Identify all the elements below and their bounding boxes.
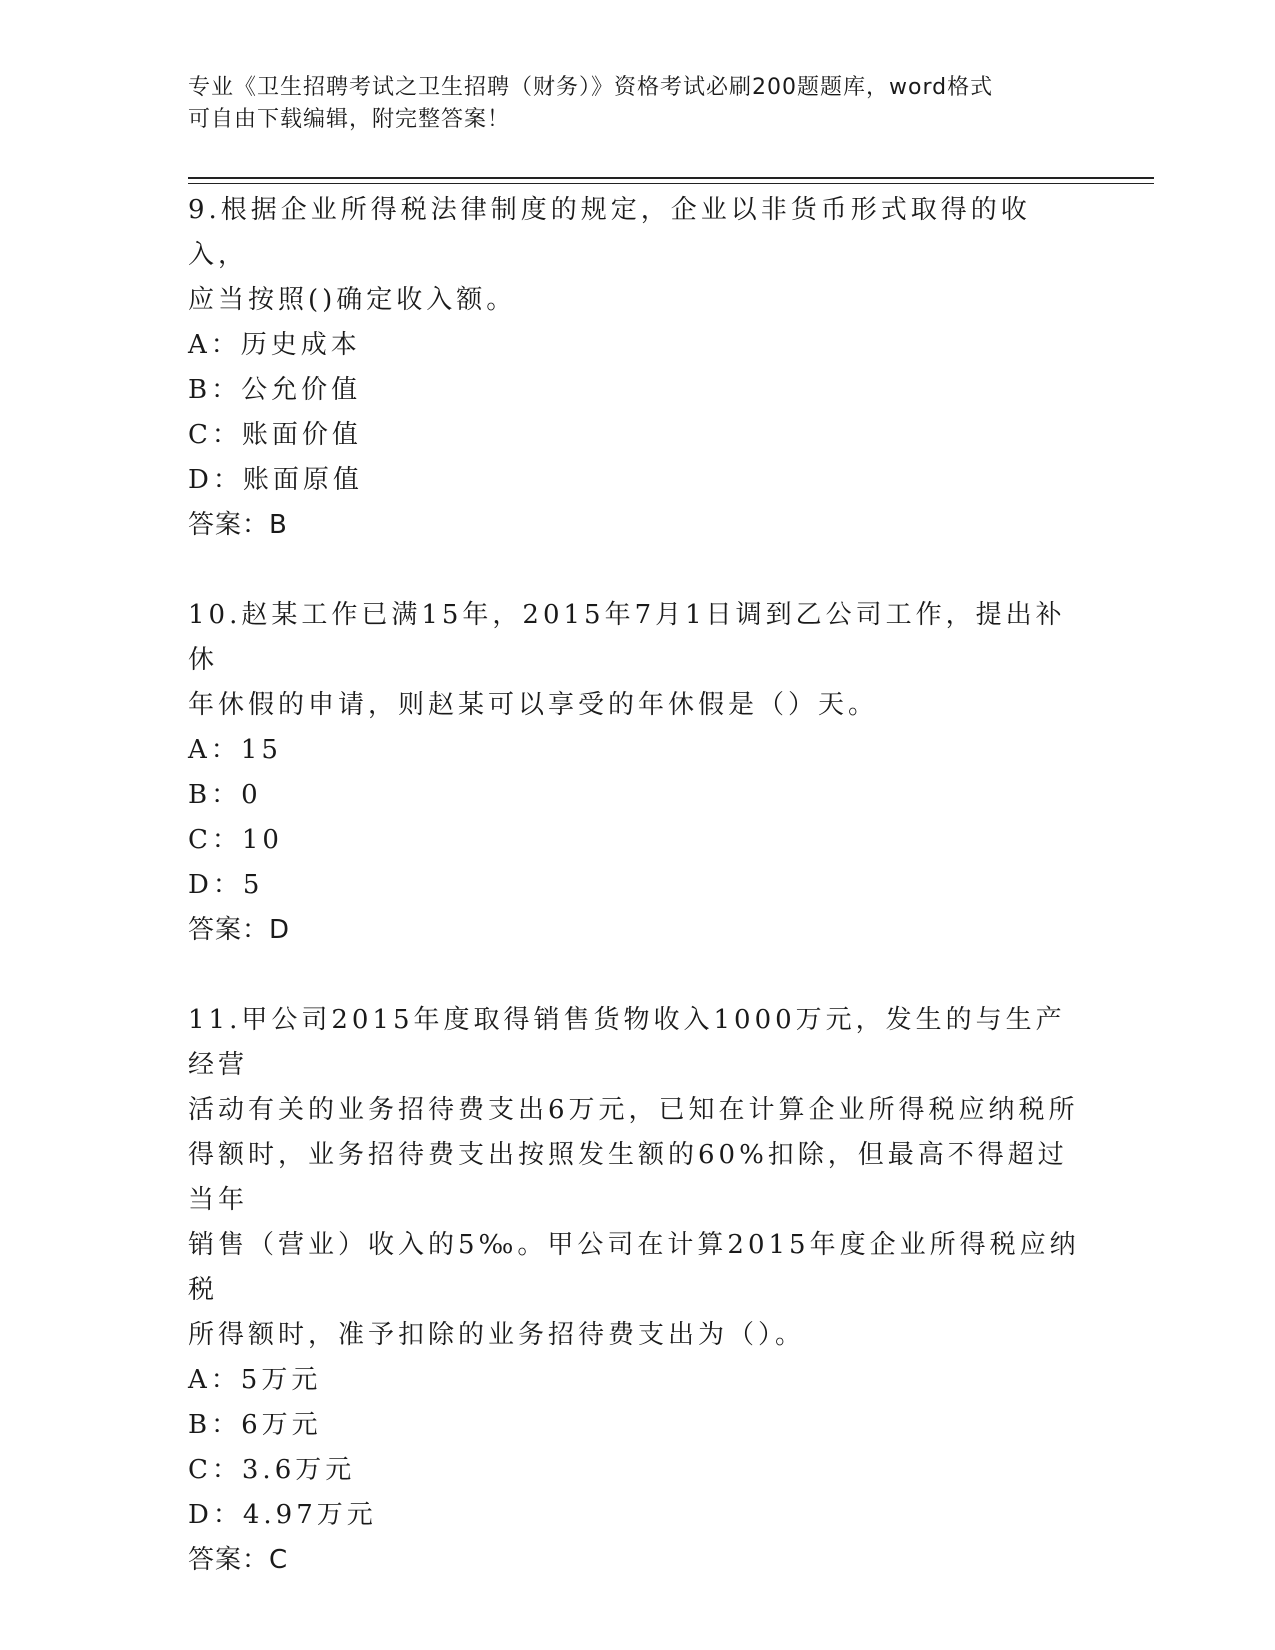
question-text-line: 应当按照()确定收入额。 <box>188 285 517 315</box>
question-spacer <box>188 953 1088 998</box>
question-text-line: 活动有关的业务招待费支出6万元，已知在计算企业所得税应纳税所 <box>188 1095 1079 1125</box>
question-item <box>188 188 1088 548</box>
option-d: D：5 <box>188 870 264 900</box>
answer-line: 答案：B <box>188 510 288 540</box>
answer-line: 答案：C <box>188 1545 289 1575</box>
document-header <box>188 72 1068 136</box>
question-text-line: 年休假的申请，则赵某可以享受的年休假是（）天。 <box>188 690 879 720</box>
question-list <box>188 188 1088 1583</box>
option-c: C：10 <box>188 825 283 855</box>
question-text-line: 销售（营业）收入的5‰。甲公司在计算2015年度企业所得税应纳税 <box>188 1230 1080 1305</box>
question-text-line: 11.甲公司2015年度取得销售货物收入1000万元，发生的与生产经营 <box>188 1005 1066 1080</box>
option-a: A：15 <box>188 735 282 765</box>
option-d: D：4.97万元 <box>188 1500 377 1530</box>
option-a: A：历史成本 <box>188 330 361 360</box>
option-c: C：账面价值 <box>188 420 362 450</box>
option-b: B：6万元 <box>188 1410 322 1440</box>
option-c: C：3.6万元 <box>188 1455 356 1485</box>
question-item <box>188 593 1088 953</box>
option-b: B：0 <box>188 780 262 810</box>
answer-line: 答案：D <box>188 915 291 945</box>
question-text-line: 10.赵某工作已满15年，2015年7月1日调到乙公司工作，提出补休 <box>188 600 1066 675</box>
header-divider-thin <box>188 183 1154 184</box>
option-b: B：公允价值 <box>188 375 362 405</box>
header-divider-thick <box>188 177 1154 179</box>
question-item <box>188 998 1088 1583</box>
question-spacer <box>188 548 1088 593</box>
option-a: A：5万元 <box>188 1365 322 1395</box>
question-text-line: 所得额时，准予扣除的业务招待费支出为（）。 <box>188 1320 806 1350</box>
header-line-1: 专业《卫生招聘考试之卫生招聘（财务）》资格考试必刷200题题库，word格式 <box>188 75 994 100</box>
header-line-2: 可自由下载编辑，附完整答案！ <box>188 107 511 132</box>
question-text-line: 9.根据企业所得税法律制度的规定，企业以非货币形式取得的收入， <box>188 195 1031 270</box>
option-d: D：账面原值 <box>188 465 363 495</box>
question-text-line: 得额时，业务招待费支出按照发生额的60%扣除，但最高不得超过当年 <box>188 1140 1068 1215</box>
